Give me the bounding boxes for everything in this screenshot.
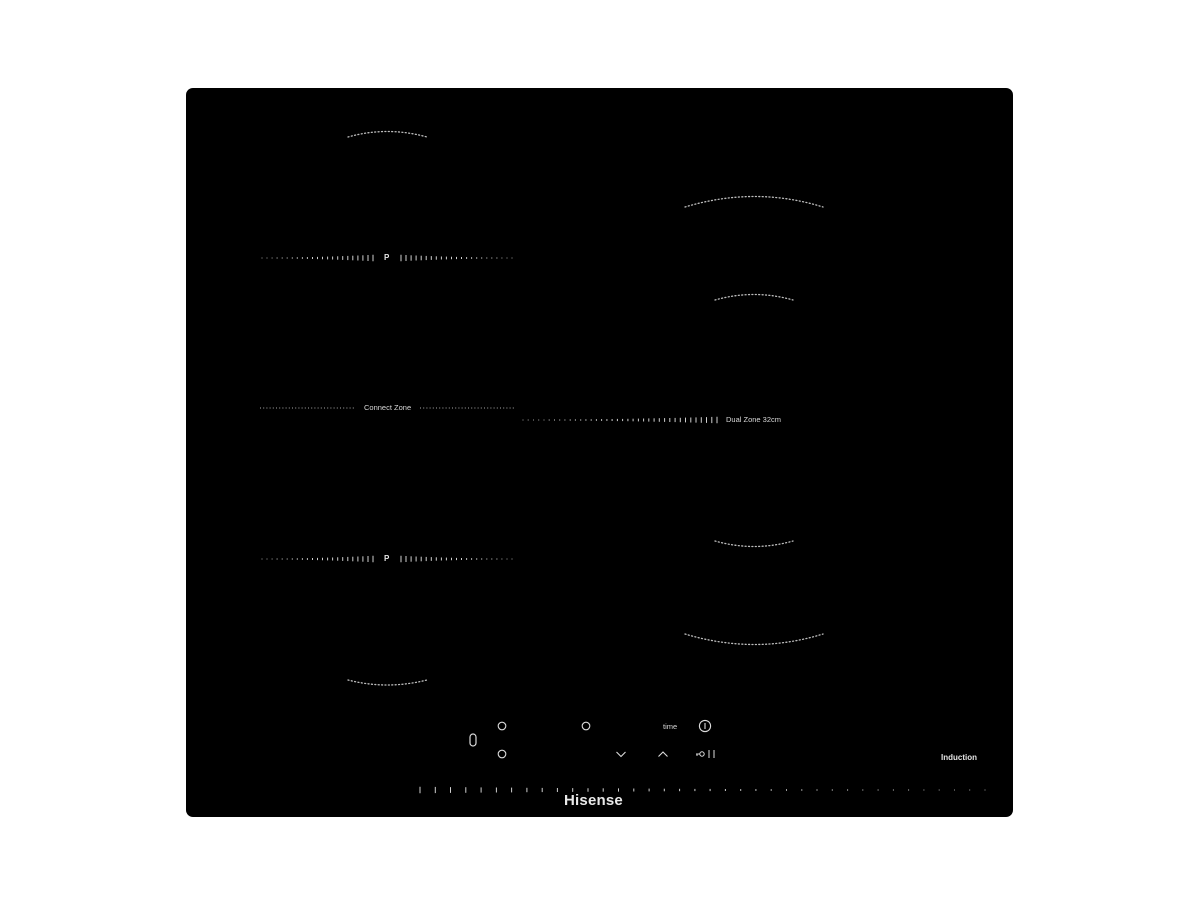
connect-zone-label[interactable]: Connect Zone bbox=[364, 403, 412, 412]
zone-select-circle-icon bbox=[581, 721, 591, 731]
zone-select-circle-icon bbox=[497, 721, 507, 731]
boost-label-top[interactable]: P bbox=[384, 253, 390, 262]
timer-button[interactable] bbox=[698, 719, 712, 733]
plus-chevron-icon bbox=[657, 749, 669, 759]
lock-button[interactable] bbox=[695, 748, 717, 760]
timer-label[interactable]: time bbox=[663, 722, 678, 731]
zone-select-button-2[interactable] bbox=[497, 749, 507, 759]
timer-info-icon bbox=[698, 719, 712, 733]
dual-zone-label[interactable]: Dual Zone 32cm bbox=[726, 415, 782, 424]
minus-chevron-icon bbox=[615, 749, 627, 759]
power-icon bbox=[468, 733, 478, 747]
brand-logo: Hisense bbox=[564, 792, 623, 809]
lock-icon bbox=[695, 748, 717, 760]
zone-select-button-1[interactable] bbox=[497, 721, 507, 731]
induction-cooktop bbox=[186, 88, 1013, 817]
boost-label-bottom[interactable]: P bbox=[384, 554, 390, 563]
zone-select-button-3[interactable] bbox=[581, 721, 591, 731]
decrease-button[interactable] bbox=[615, 749, 627, 759]
increase-button[interactable] bbox=[657, 749, 669, 759]
zone-select-circle-icon bbox=[497, 749, 507, 759]
induction-label: Induction bbox=[941, 753, 977, 762]
power-button[interactable] bbox=[468, 733, 478, 747]
